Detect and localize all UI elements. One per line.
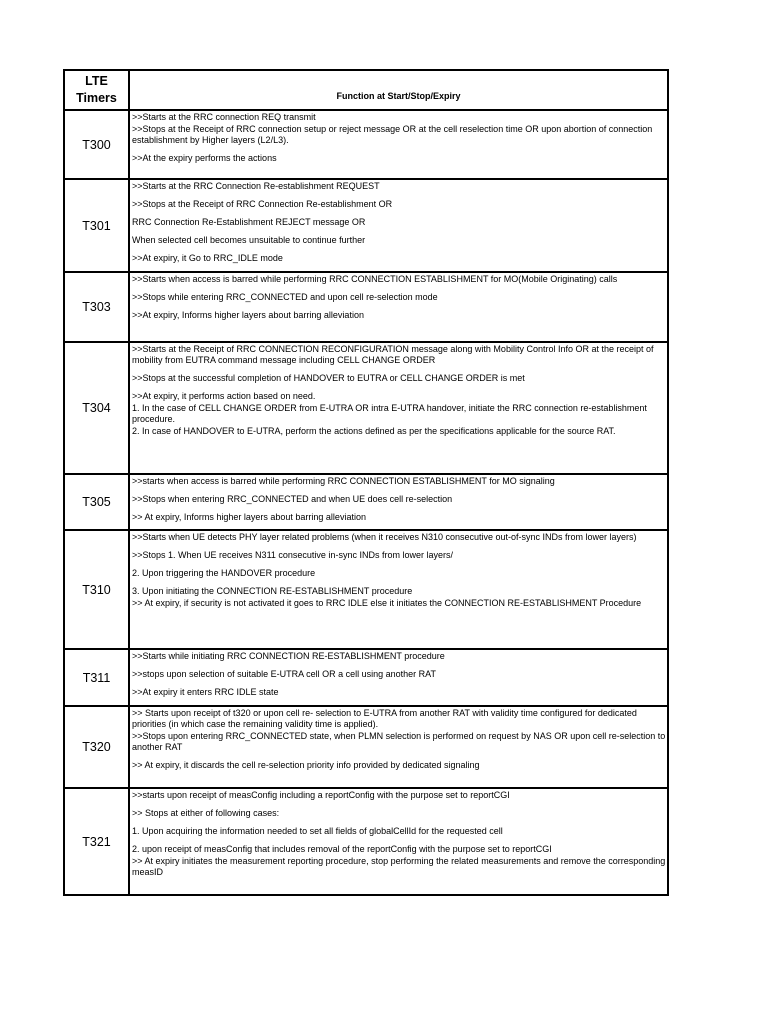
function-line: RRC Connection Re-Establishment REJECT message OR — [132, 217, 366, 227]
function-line: >>Starts at the RRC Connection Re-establishment REQUEST — [132, 181, 380, 191]
function-line: >>Stops at the successful completion of HANDOVER to EUTRA or CELL CHANGE ORDER is met — [132, 373, 525, 383]
function-line: >> At expiry initiates the measurement reporting procedure, stop performing the related measurements and remove the corresponding measID — [132, 856, 668, 877]
table-row — [64, 110, 668, 179]
timer-name-cell: T305 — [64, 474, 129, 530]
function-line: >>starts upon receipt of measConfig including a reportConfig with the purpose set to reportCGI — [132, 790, 510, 800]
function-line: 3. Upon initiating the CONNECTION RE-ESTABLISHMENT procedure — [132, 586, 413, 596]
function-line: >>stops upon selection of suitable E-UTRA cell OR a cell using another RAT — [132, 669, 436, 679]
function-line: >>Starts at the RRC connection REQ transmit — [132, 112, 316, 122]
function-line: >>Starts when access is barred while performing RRC CONNECTION ESTABLISHMENT for MO(Mobile Originating) calls — [132, 274, 618, 284]
timer-name-cell: T303 — [64, 272, 129, 342]
timer-column-header: LTE Timers — [64, 70, 129, 110]
function-line: >>Stops upon entering RRC_CONNECTED state, when PLMN selection is performed on request by NAS OR upon cell re-selection to another RAT — [132, 731, 668, 752]
timer-name-cell: T311 — [64, 649, 129, 706]
function-line: >>starts when access is barred while performing RRC CONNECTION ESTABLISHMENT for MO signaling — [132, 476, 555, 486]
function-line: >> At expiry, if security is not activated it goes to RRC IDLE else it initiates the CONNECTION RE-ESTABLISHMENT Procedure — [132, 598, 642, 608]
lte-timers-table — [63, 69, 669, 896]
table-row — [64, 342, 668, 474]
function-line: >>At the expiry performs the actions — [132, 153, 277, 163]
function-line: >>Starts when UE detects PHY layer related problems (when it receives N310 consecutive out-of-sync INDs from lower layers) — [132, 532, 637, 542]
timer-name-cell: T320 — [64, 706, 129, 788]
function-cell — [129, 179, 668, 272]
function-line: 2. In case of HANDOVER to E-UTRA, perform the actions defined as per the specifications applicable for the source RAT. — [132, 426, 616, 436]
function-line: >> At expiry, it discards the cell re-selection priority info provided by dedicated signaling — [132, 760, 480, 770]
header-row — [64, 70, 668, 110]
function-line: >>Stops at the Receipt of RRC connection setup or reject message OR at the cell reselection time OR upon abortion of connection establishment by Higher layers (L2/L3). — [132, 124, 655, 145]
timer-name-cell: T300 — [64, 110, 129, 179]
function-line: >>Stops while entering RRC_CONNECTED and upon cell re-selection mode — [132, 292, 438, 302]
function-line: >>Starts while initiating RRC CONNECTION RE-ESTABLISHMENT procedure — [132, 651, 445, 661]
table-body — [64, 110, 668, 895]
function-line: >>At expiry, it performs action based on need. — [132, 391, 316, 401]
function-line: >>Stops when entering RRC_CONNECTED and when UE does cell re-selection — [132, 494, 453, 504]
function-line: >>At expiry it enters RRC IDLE state — [132, 687, 279, 697]
table-row — [64, 649, 668, 706]
table-row — [64, 474, 668, 530]
function-cell — [129, 788, 668, 895]
function-line: >> Starts upon receipt of t320 or upon cell re- selection to E-UTRA from another RAT with validity time configured for dedicated priorities (in which case the remaining validity time is applied). — [132, 708, 640, 729]
table-row — [64, 788, 668, 895]
timer-name-cell: T310 — [64, 530, 129, 649]
function-cell — [129, 706, 668, 788]
function-line: >> At expiry, Informs higher layers about barring alleviation — [132, 512, 366, 522]
function-line: >> Stops at either of following cases: — [132, 808, 280, 818]
table-row — [64, 706, 668, 788]
table-row — [64, 179, 668, 272]
timer-name-cell: T304 — [64, 342, 129, 474]
function-line: 2. Upon triggering the HANDOVER procedure — [132, 568, 316, 578]
table-row — [64, 272, 668, 342]
function-cell — [129, 649, 668, 706]
function-cell — [129, 530, 668, 649]
function-cell — [129, 342, 668, 474]
function-cell — [129, 272, 668, 342]
function-line: >>Stops at the Receipt of RRC Connection Re-establishment OR — [132, 199, 393, 209]
function-cell — [129, 474, 668, 530]
function-cell — [129, 110, 668, 179]
function-line: 2. upon receipt of measConfig that includes removal of the reportConfig with the purpose set to reportCGI — [132, 844, 552, 854]
table-row — [64, 530, 668, 649]
function-line: 1. In the case of CELL CHANGE ORDER from E-UTRA OR intra E-UTRA handover, initiate the RRC connection re-establishment procedure. — [132, 403, 650, 424]
timer-name-cell: T301 — [64, 179, 129, 272]
function-line: 1. Upon acquiring the information needed to set all fields of globalCellId for the requested cell — [132, 826, 503, 836]
function-column-header: Function at Start/Stop/Expiry — [129, 70, 668, 110]
function-line: When selected cell becomes unsuitable to continue further — [132, 235, 366, 245]
function-line: >>At expiry, Informs higher layers about barring alleviation — [132, 310, 364, 320]
timer-name-cell: T321 — [64, 788, 129, 895]
function-line: >>Starts at the Receipt of RRC CONNECTION RECONFIGURATION message along with Mobility Control Info OR at the receipt of mobility from EUTRA command message including CELL CHANGE ORDER — [132, 344, 657, 365]
function-line: >>At expiry, it Go to RRC_IDLE mode — [132, 253, 283, 263]
function-line: >>Stops 1. When UE receives N311 consecutive in-sync INDs from lower layers/ — [132, 550, 453, 560]
